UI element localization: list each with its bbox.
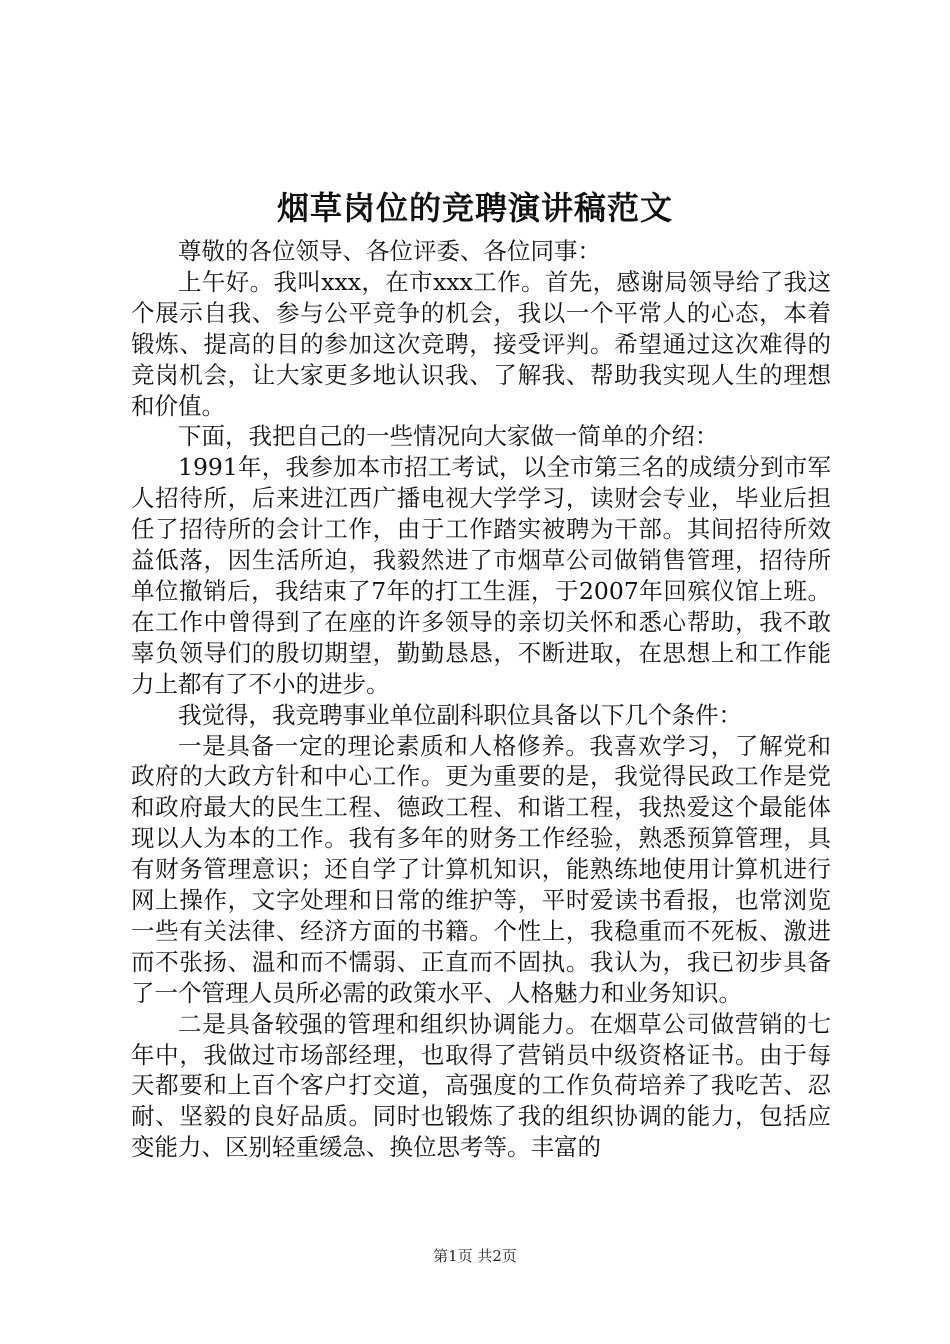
paragraph-condition-one: 一是具备一定的理论素质和人格修养。我喜欢学习，了解党和政府的大政方针和中心工作。更为重要的是，我觉得民政工作是党和政府最大的民生工程、德政工程、和谐工程，我热爱这个最能体现以人为本的工作。我有多年的财务工作经验，熟悉预算管理，具有财务管理意识；还自学了计算机知识，能熟练地使用计算机进行网上操作，文字处理和日常的维护等，平时爱读书看报，也常浏览一些有关法律、经济方面的书籍。个性上，我稳重而不死板、激进而不张扬、温和而不懦弱、正直而不固执。我认为，我已初步具备了一个管理人员所必需的政策水平、人格魅力和业务知识。 (131, 731, 831, 1007)
paragraph-salutation: 尊敬的各位领导、各位评委、各位同事： (178, 237, 601, 265)
document-body (131, 236, 831, 1163)
paragraph-conditions-intro: 我觉得，我竞聘事业单位副科职位具备以下几个条件： (178, 700, 742, 729)
page-footer: 第1页 共2页 (433, 1247, 517, 1265)
paragraph-greeting: 上午好。我叫xxx，在市xxx工作。首先，感谢局领导给了我这个展示自我、参与公平竞争的机会，我以一个平常人的心态，本着锻炼、提高的目的参加这次竞聘，接受评判。希望通过这次难得的竞岗机会，让大家更多地认识我、了解我、帮助我实现人生的理想和价值。 (131, 267, 831, 420)
document-title: 烟草岗位的竞聘演讲稿范文 (276, 189, 673, 227)
paragraph-intro: 下面，我把自己的一些情况向大家做一简单的介绍： (178, 422, 719, 451)
paragraph-condition-two: 二是具备较强的管理和组织协调能力。在烟草公司做营销的七年中，我做过市场部经理，也取得了营销员中级资格证书。由于每天都要和上百个客户打交道，高强度的工作负荷培养了我吃苦、忍耐、坚毅的良好品质。同时也锻炼了我的组织协调的能力，包括应变能力、区别轻重缓急、换位思考等。丰富的 (131, 1009, 831, 1162)
paragraph-background: 1991年，我参加本市招工考试，以全市第三名的成绩分到市军人招待所，后来进江西广播电视大学学习，读财会专业，毕业后担任了招待所的会计工作，由于工作踏实被聘为干部。其间招待所效益低落，因生活所迫，我毅然进了市烟草公司做销售管理，招待所单位撤销后，我结束了7年的打工生涯，于2007年回殡仪馆上班。在工作中曾得到了在座的许多领导的亲切关怀和悉心帮助，我不敢辜负领导们的殷切期望，勤勤恳恳，不断进取，在思想上和工作能力上都有了不小的进步。 (131, 453, 831, 698)
